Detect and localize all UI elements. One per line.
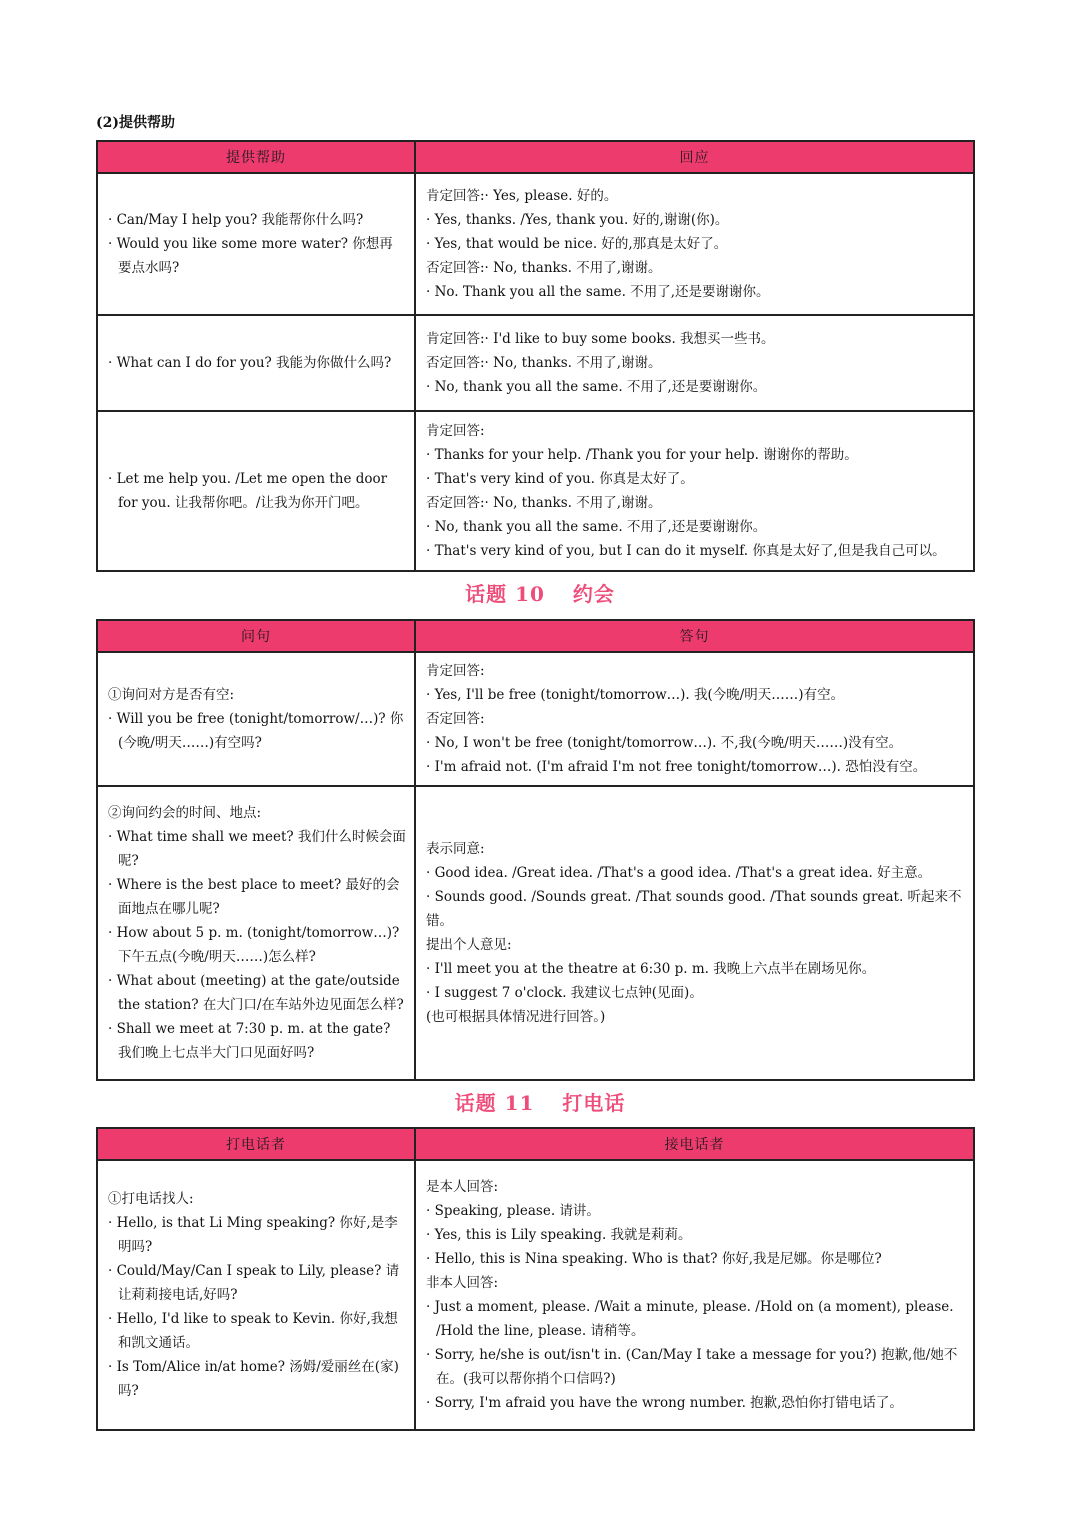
line: · Shall we meet at 7:30 p. m. at the gate? 我们晚上七点半大门口见面好吗? bbox=[108, 1021, 391, 1061]
line: 否定回答:· No, thanks. 不用了,谢谢。 bbox=[426, 495, 662, 511]
topic-name: 打电话 bbox=[562, 1091, 626, 1115]
topic-11-title bbox=[0, 1087, 1080, 1116]
right-cell bbox=[415, 173, 974, 315]
line: · Just a moment, please. /Wait a minute, please. /Hold on (a moment), please. /Hold the line, please. 请稍等。 bbox=[426, 1299, 954, 1339]
section-label: (2)提供帮助 bbox=[96, 115, 175, 131]
line: · No, thank you all the same. 不用了,还是要谢谢你。 bbox=[426, 379, 767, 395]
line: · Good idea. /Great idea. /That's a good idea. /That's a great idea. 好主意。 bbox=[426, 865, 932, 881]
line: 肯定回答:· I'd like to buy some books. 我想买一些书。 bbox=[426, 331, 775, 347]
line: · I'll meet you at the theatre at 6:30 p. m. 我晚上六点半在剧场见你。 bbox=[426, 961, 876, 977]
header-left: 问句 bbox=[97, 620, 415, 652]
line: · No, I won't be free (tonight/tomorrow…). 不,我(今晚/明天……)没有空。 bbox=[426, 735, 903, 751]
line: · Sorry, he/she is out/isn't in. (Can/May I take a message for you?) 抱歉,他/她不在。(我可以帮你捎个口信吗?) bbox=[426, 1347, 958, 1387]
line: · Hello, this is Nina speaking. Who is that? 你好,我是尼娜。你是哪位? bbox=[426, 1251, 882, 1267]
line: · I suggest 7 o'clock. 我建议七点钟(见面)。 bbox=[426, 985, 703, 1001]
line: · Sorry, I'm afraid you have the wrong number. 抱歉,恐怕你打错电话了。 bbox=[426, 1395, 903, 1411]
left-cell bbox=[97, 786, 415, 1080]
line: · No, thank you all the same. 不用了,还是要谢谢你。 bbox=[426, 519, 767, 535]
line: 肯定回答:· Yes, please. 好的。 bbox=[426, 188, 618, 204]
line: 肯定回答: bbox=[426, 663, 485, 679]
line: 非本人回答: bbox=[426, 1275, 499, 1291]
topic-number: 话题 11 bbox=[454, 1091, 535, 1115]
line: · Yes, this is Lily speaking. 我就是莉莉。 bbox=[426, 1227, 692, 1243]
line: ①询问对方是否有空: bbox=[108, 687, 235, 703]
line: ②询问约会的时间、地点: bbox=[108, 805, 262, 821]
line: · Yes, thanks. /Yes, thank you. 好的,谢谢(你)。 bbox=[426, 212, 729, 228]
line: · Yes, that would be nice. 好的,那真是太好了。 bbox=[426, 236, 728, 252]
line: · Hello, I'd like to speak to Kevin. 你好,我想和凯文通话。 bbox=[108, 1311, 398, 1351]
line: · Can/May I help you? 我能帮你什么吗? bbox=[108, 212, 364, 228]
topic-name: 约会 bbox=[572, 582, 615, 606]
left-cell bbox=[97, 173, 415, 315]
topic-10-title bbox=[0, 578, 1080, 607]
phone-call-table bbox=[96, 1127, 975, 1431]
line: ①打电话找人: bbox=[108, 1191, 194, 1207]
line: · How about 5 p. m. (tonight/tomorrow…)? 下午五点(今晚/明天……)怎么样? bbox=[108, 925, 400, 965]
right-cell bbox=[415, 652, 974, 786]
right-cell bbox=[415, 411, 974, 571]
line: 否定回答: bbox=[426, 711, 485, 727]
right-cell bbox=[415, 1160, 974, 1430]
table-row bbox=[97, 173, 974, 315]
line: 提出个人意见: bbox=[426, 937, 512, 953]
line: 否定回答:· No, thanks. 不用了,谢谢。 bbox=[426, 260, 662, 276]
line: (也可根据具体情况进行回答。) bbox=[426, 1009, 606, 1025]
line: · Is Tom/Alice in/at home? 汤姆/爱丽丝在(家)吗? bbox=[108, 1359, 399, 1399]
left-cell bbox=[97, 411, 415, 571]
line: · What time shall we meet? 我们什么时候会面呢? bbox=[108, 829, 406, 869]
appointment-table bbox=[96, 619, 975, 1081]
header-left: 提供帮助 bbox=[97, 141, 415, 173]
header-right: 接电话者 bbox=[415, 1128, 974, 1160]
table-row bbox=[97, 786, 974, 1080]
line: · Hello, is that Li Ming speaking? 你好,是李明吗? bbox=[108, 1215, 398, 1255]
line: · I'm afraid not. (I'm afraid I'm not free tonight/tomorrow…). 恐怕没有空。 bbox=[426, 759, 927, 775]
table-header-row bbox=[97, 141, 974, 173]
line: 否定回答:· No, thanks. 不用了,谢谢。 bbox=[426, 355, 662, 371]
line: · Would you like some more water? 你想再要点水吗? bbox=[108, 236, 393, 276]
header-right: 回应 bbox=[415, 141, 974, 173]
table-row bbox=[97, 652, 974, 786]
line: 是本人回答: bbox=[426, 1179, 499, 1195]
line: · Where is the best place to meet? 最好的会面地点在哪儿呢? bbox=[108, 877, 400, 917]
line: 肯定回答: bbox=[426, 423, 485, 439]
table-header-row bbox=[97, 620, 974, 652]
left-cell bbox=[97, 315, 415, 411]
line: · Let me help you. /Let me open the door for you. 让我帮你吧。/让我为你开门吧。 bbox=[108, 471, 388, 511]
table-row bbox=[97, 1160, 974, 1430]
topic-number: 话题 10 bbox=[465, 582, 545, 606]
table-row bbox=[97, 411, 974, 571]
line: · Could/May/Can I speak to Lily, please? 请让莉莉接电话,好吗? bbox=[108, 1263, 400, 1303]
line: · Will you be free (tonight/tomorrow/…)? 你(今晚/明天……)有空吗? bbox=[108, 711, 404, 751]
left-cell bbox=[97, 1160, 415, 1430]
table-row bbox=[97, 315, 974, 411]
line: · What about (meeting) at the gate/outside the station? 在大门口/在车站外边见面怎么样? bbox=[108, 973, 404, 1013]
header-right: 答句 bbox=[415, 620, 974, 652]
line: · What can I do for you? 我能为你做什么吗? bbox=[108, 355, 392, 371]
left-cell bbox=[97, 652, 415, 786]
line: · No. Thank you all the same. 不用了,还是要谢谢你。 bbox=[426, 284, 770, 300]
header-left: 打电话者 bbox=[97, 1128, 415, 1160]
right-cell bbox=[415, 315, 974, 411]
line: · Yes, I'll be free (tonight/tomorrow…). 我(今晚/明天……)有空。 bbox=[426, 687, 845, 703]
right-cell bbox=[415, 786, 974, 1080]
line: · That's very kind of you. 你真是太好了。 bbox=[426, 471, 694, 487]
line: · Thanks for your help. /Thank you for your help. 谢谢你的帮助。 bbox=[426, 447, 858, 463]
line: · Speaking, please. 请讲。 bbox=[426, 1203, 600, 1219]
line: · That's very kind of you, but I can do it myself. 你真是太好了,但是我自己可以。 bbox=[426, 543, 946, 559]
table-header-row bbox=[97, 1128, 974, 1160]
offer-help-table bbox=[96, 140, 975, 572]
line: 表示同意: bbox=[426, 841, 485, 857]
line: · Sounds good. /Sounds great. /That sounds good. /That sounds great. 听起来不错。 bbox=[426, 889, 962, 929]
